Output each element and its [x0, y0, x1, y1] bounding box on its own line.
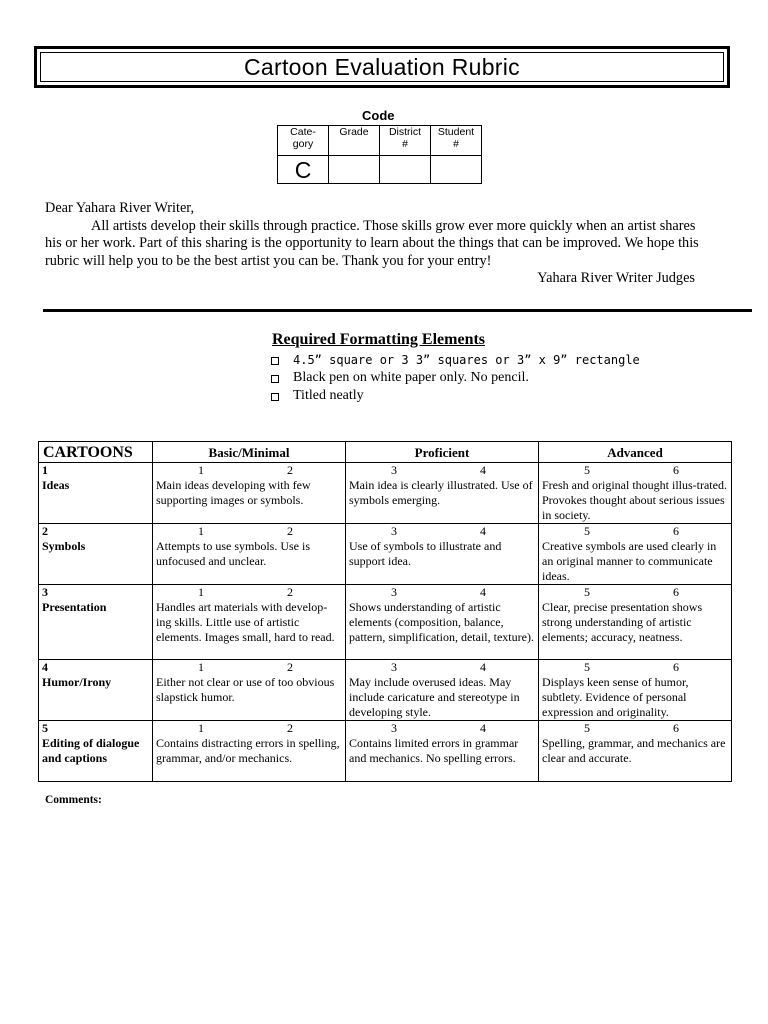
score-low: 3: [391, 660, 397, 674]
score-high: 6: [673, 721, 679, 735]
rubric-descriptor: Main ideas developing with few supporting images or symbols.: [156, 478, 311, 507]
comments-label: Comments:: [45, 794, 102, 806]
rubric-header-advanced: Advanced: [539, 442, 732, 463]
score-low: 3: [391, 463, 397, 477]
score-range: [156, 463, 342, 478]
rubric-header-basic: Basic/Minimal: [153, 442, 346, 463]
score-high: 4: [480, 721, 486, 735]
score-low: 1: [198, 585, 204, 599]
score-high: 6: [673, 660, 679, 674]
score-high: 6: [673, 585, 679, 599]
rubric-descriptor: Clear, precise presentation shows strong understanding of artistic elements; accuracy, neatness.: [542, 600, 703, 644]
code-value-student: [431, 156, 482, 184]
rubric-cell-basic: [153, 721, 346, 782]
criterion-name: Humor/Irony: [42, 675, 112, 689]
score-high: 6: [673, 524, 679, 538]
rubric-descriptor: Creative symbols are used clearly in an original manner to communicate ideas.: [542, 539, 717, 583]
rubric-cell-basic: [153, 463, 346, 524]
score-range: [156, 721, 342, 736]
rubric-descriptor: Displays keen sense of humor, subtlety. Evidence of personal expression and originality.: [542, 675, 689, 719]
rubric-descriptor: Main idea is clearly illustrated. Use of symbols emerging.: [349, 478, 533, 507]
score-range: [349, 463, 535, 478]
rubric-row: [39, 721, 732, 782]
score-low: 1: [198, 660, 204, 674]
code-label: Code: [362, 108, 395, 123]
rubric-criterion-cell: [39, 721, 153, 782]
rubric-cell-advanced: [539, 463, 732, 524]
rubric-descriptor: May include overused ideas. May include caricature and stereotype in developing style.: [349, 675, 520, 719]
rubric-cell-advanced: [539, 524, 732, 585]
code-table: [277, 125, 482, 184]
score-range: [349, 524, 535, 539]
score-high: 2: [287, 721, 293, 735]
checkbox-icon: [271, 357, 279, 365]
rubric-criterion-cell: [39, 660, 153, 721]
code-value-category: C: [278, 156, 329, 184]
rubric-cell-basic: [153, 660, 346, 721]
criterion-number: 2: [42, 524, 48, 538]
score-low: 1: [198, 463, 204, 477]
score-low: 3: [391, 524, 397, 538]
score-low: 5: [584, 585, 590, 599]
score-high: 2: [287, 463, 293, 477]
code-header-grade: Grade: [329, 126, 380, 156]
rubric-descriptor: Either not clear or use of too obvious slapstick humor.: [156, 675, 335, 704]
rubric-criterion-cell: [39, 463, 153, 524]
score-range: [349, 585, 535, 600]
rubric-cell-proficient: [346, 585, 539, 660]
score-range: [542, 660, 728, 675]
rubric-cell-proficient: [346, 463, 539, 524]
rubric-descriptor: Use of symbols to illustrate and support idea.: [349, 539, 502, 568]
score-high: 4: [480, 585, 486, 599]
rubric-descriptor: Contains distracting errors in spelling, grammar, and/or mechanics.: [156, 736, 340, 765]
score-high: 2: [287, 585, 293, 599]
score-low: 3: [391, 721, 397, 735]
rubric-body: [39, 463, 732, 782]
rubric-descriptor: Attempts to use symbols. Use is unfocused and unclear.: [156, 539, 311, 568]
score-range: [156, 660, 342, 675]
rubric-row: [39, 660, 732, 721]
checkbox-icon: [271, 375, 279, 383]
formatting-item: 4.5” square or 3 3” squares or 3” x 9” rectangle: [271, 351, 640, 369]
score-high: 4: [480, 660, 486, 674]
rubric-row: [39, 463, 732, 524]
score-low: 5: [584, 660, 590, 674]
rubric-row: [39, 524, 732, 585]
score-low: 1: [198, 524, 204, 538]
rubric-descriptor: Spelling, grammar, and mechanics are clear and accurate.: [542, 736, 726, 765]
criterion-name: Editing of dialogue and captions: [42, 736, 140, 765]
score-low: 5: [584, 721, 590, 735]
code-header-district: District #: [380, 126, 431, 156]
score-low: 1: [198, 721, 204, 735]
letter-salutation: Dear Yahara River Writer,: [45, 200, 195, 216]
criterion-name: Ideas: [42, 478, 70, 492]
score-high: 2: [287, 524, 293, 538]
rubric-header-proficient: Proficient: [346, 442, 539, 463]
score-low: 5: [584, 463, 590, 477]
rubric-descriptor: Shows understanding of artistic elements (composition, balance, pattern, simplification, detail, texture).: [349, 600, 534, 644]
rubric-cell-advanced: [539, 721, 732, 782]
rubric-cell-proficient: [346, 721, 539, 782]
formatting-list: [271, 351, 640, 405]
criterion-number: 1: [42, 463, 48, 477]
checkbox-icon: [271, 393, 279, 401]
criterion-number: 5: [42, 721, 48, 735]
formatting-item: Titled neatly: [271, 387, 640, 405]
score-high: 6: [673, 463, 679, 477]
rubric-descriptor: Handles art materials with develop-ing skills. Little use of artistic elements. Images small, hard to read.: [156, 600, 335, 644]
section-divider: [43, 309, 752, 312]
rubric-descriptor: Fresh and original thought illus-trated. Provokes thought about serious issues in society.: [542, 478, 727, 522]
rubric-cell-basic: [153, 524, 346, 585]
rubric-descriptor: Contains limited errors in grammar and mechanics. No spelling errors.: [349, 736, 519, 765]
criterion-name: Symbols: [42, 539, 86, 553]
formatting-item: Black pen on white paper only. No pencil.: [271, 369, 640, 387]
code-value-grade: [329, 156, 380, 184]
page-title: Cartoon Evaluation Rubric: [40, 52, 724, 82]
score-range: [349, 660, 535, 675]
title-box: [34, 46, 730, 88]
letter-body: All artists develop their skills through practice. Those skills grow ever more quickly when an artist shares his or her work. Part of this sharing is the opportunity to learn about the things that can be improved. We hope this rubric will help you to be the best artist you can be. Thank you for your entry!: [45, 217, 699, 269]
formatting-heading: Required Formatting Elements: [272, 331, 486, 348]
score-high: 4: [480, 463, 486, 477]
rubric-cell-advanced: [539, 585, 732, 660]
criterion-name: Presentation: [42, 600, 107, 614]
rubric-row: [39, 585, 732, 660]
rubric-cell-proficient: [346, 660, 539, 721]
code-header-student: Student #: [431, 126, 482, 156]
rubric-criterion-cell: [39, 524, 153, 585]
score-range: [156, 524, 342, 539]
score-range: [542, 585, 728, 600]
score-range: [542, 721, 728, 736]
score-high: 4: [480, 524, 486, 538]
rubric-table: [38, 441, 732, 782]
score-range: [542, 524, 728, 539]
criterion-number: 4: [42, 660, 48, 674]
rubric-cell-basic: [153, 585, 346, 660]
code-value-district: [380, 156, 431, 184]
rubric-header-category: CARTOONS: [39, 442, 153, 463]
score-range: [349, 721, 535, 736]
score-range: [542, 463, 728, 478]
score-low: 3: [391, 585, 397, 599]
rubric-cell-advanced: [539, 660, 732, 721]
letter-signature: Yahara River Writer Judges: [537, 270, 695, 286]
score-range: [156, 585, 342, 600]
rubric-criterion-cell: [39, 585, 153, 660]
score-low: 5: [584, 524, 590, 538]
code-header-category: Cate- gory: [278, 126, 329, 156]
score-high: 2: [287, 660, 293, 674]
criterion-number: 3: [42, 585, 48, 599]
rubric-cell-proficient: [346, 524, 539, 585]
letter: [45, 200, 715, 288]
